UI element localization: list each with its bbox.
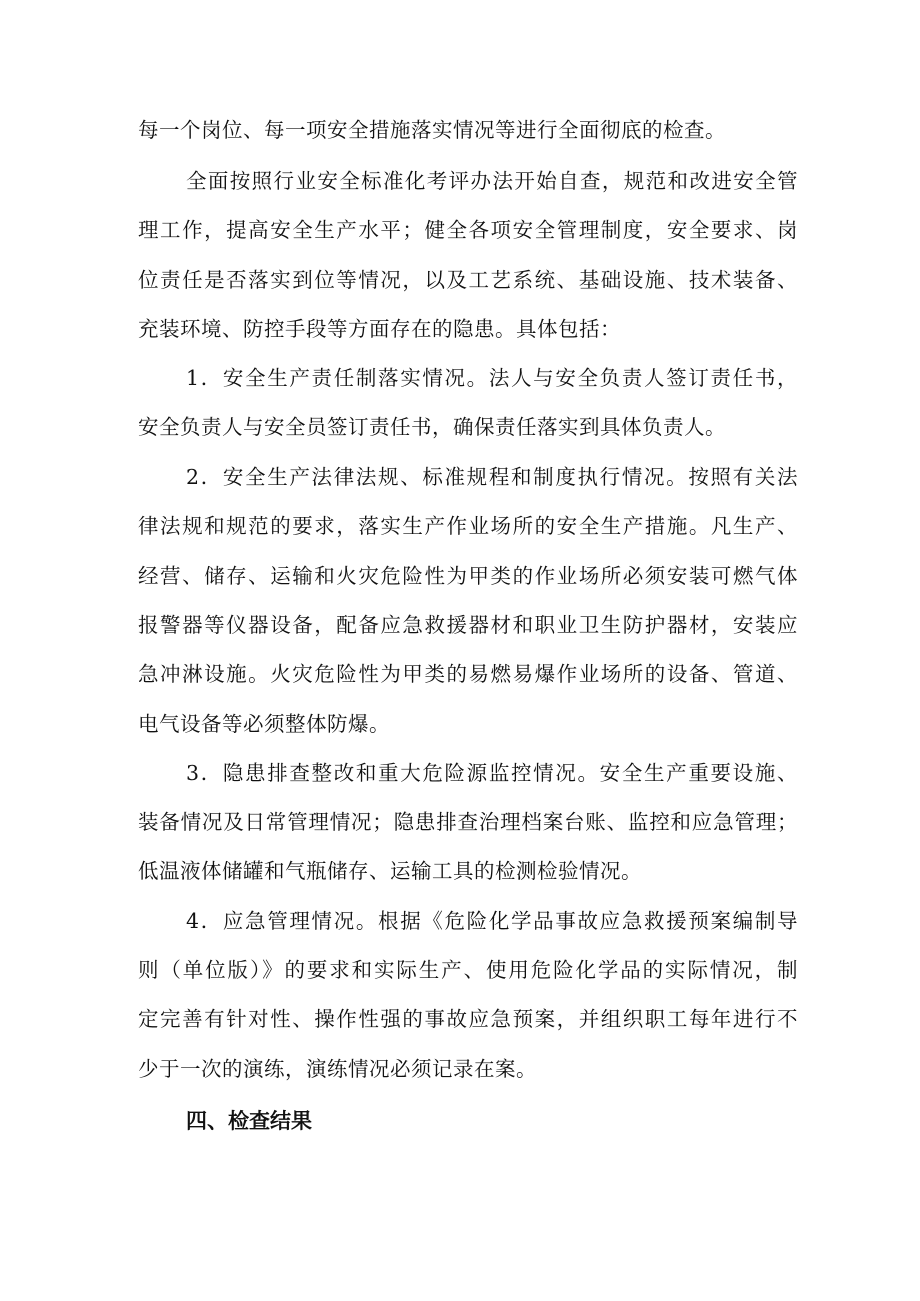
paragraph-line: 则（单位版）》的要求和实际生产、使用危险化学品的实际情况，制: [138, 958, 798, 982]
paragraph-line: 4．应急管理情况。根据《危险化学品事故应急救援预案编制导: [186, 909, 798, 933]
paragraph-line: 经营、储存、运输和火灾危险性为甲类的作业场所必须安装可燃气体: [138, 564, 798, 588]
section-heading: 四、检查结果: [186, 1109, 312, 1133]
paragraph-line: 电气设备等必须整体防爆。: [138, 712, 390, 736]
paragraph-line: 每一个岗位、每一项安全措施落实情况等进行全面彻底的检查。: [138, 118, 726, 142]
paragraph-line: 位责任是否落实到位等情况，以及工艺系统、基础设施、技术装备、: [138, 268, 798, 292]
paragraph-line: 1．安全生产责任制落实情况。法人与安全负责人签订责任书，: [186, 366, 798, 390]
paragraph-line: 充装环境、防控手段等方面存在的隐患。具体包括：: [138, 317, 621, 341]
paragraph-line: 2．安全生产法律法规、标准规程和制度执行情况。按照有关法: [186, 465, 798, 489]
paragraph-line: 理工作，提高安全生产水平；健全各项安全管理制度，安全要求、岗: [138, 218, 798, 242]
paragraph-line: 全面按照行业安全标准化考评办法开始自查，规范和改进安全管: [186, 169, 798, 193]
paragraph-line: 急冲淋设施。火灾危险性为甲类的易燃易爆作业场所的设备、管道、: [138, 662, 798, 686]
paragraph-line: 定完善有针对性、操作性强的事故应急预案，并组织职工每年进行不: [138, 1007, 798, 1031]
paragraph-line: 报警器等仪器设备，配备应急救援器材和职业卫生防护器材，安装应: [138, 613, 798, 637]
paragraph-line: 律法规和规范的要求，落实生产作业场所的安全生产措施。凡生产、: [138, 514, 798, 538]
paragraph-line: 装备情况及日常管理情况；隐患排查治理档案台账、监控和应急管理；: [138, 810, 798, 834]
paragraph-line: 少于一次的演练，演练情况必须记录在案。: [138, 1057, 537, 1081]
paragraph-line: 3．隐患排查整改和重大危险源监控情况。安全生产重要设施、: [186, 761, 798, 785]
paragraph-line: 低温液体储罐和气瓶储存、运输工具的检测检验情况。: [138, 859, 642, 883]
paragraph-line: 安全负责人与安全员签订责任书，确保责任落实到具体负责人。: [138, 415, 726, 439]
